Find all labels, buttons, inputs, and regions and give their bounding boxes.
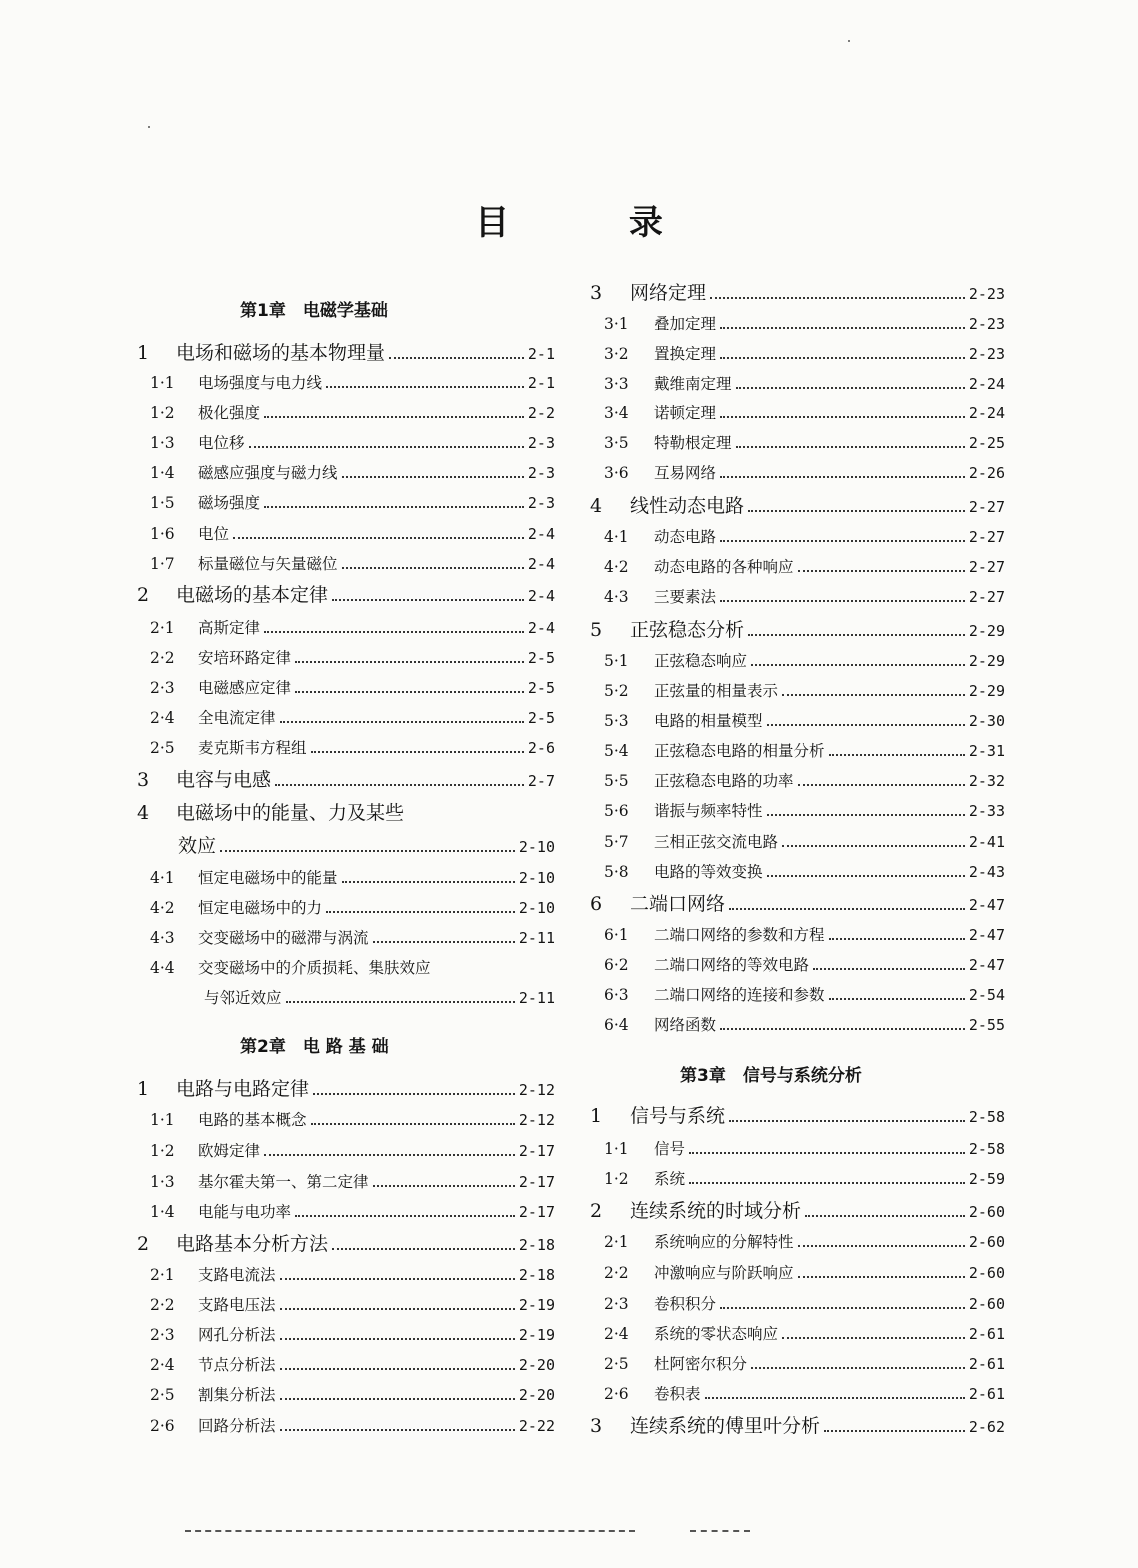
- toc-entry-title: 节点分析法: [198, 1356, 276, 1374]
- toc-page-number: 2-61: [968, 1385, 1005, 1403]
- toc-entry-title: 支路电流法: [198, 1266, 276, 1284]
- toc-entry-number: 1·1: [604, 1140, 629, 1158]
- toc-entry-title: 高斯定律: [198, 619, 261, 637]
- toc-entry-title: 系统响应的分解特性: [654, 1233, 794, 1251]
- toc-entry-number: 3: [137, 769, 150, 791]
- toc-entry-title: 交变磁场中的磁滞与涡流: [198, 929, 369, 947]
- toc-entry-number: 6·1: [604, 926, 629, 944]
- toc-entry-title: 全电流定律: [198, 709, 276, 727]
- toc-entry-number: 5·8: [604, 863, 629, 881]
- toc-entry-title: 基尔霍夫第一、第二定律: [198, 1173, 369, 1191]
- toc-entry-title: 互易网络: [654, 464, 717, 482]
- dot-leader: [689, 1182, 965, 1184]
- toc-subsection-entry: [604, 585, 1005, 607]
- dot-leader: [767, 724, 965, 726]
- toc-entry-number: 5·6: [604, 802, 629, 820]
- toc-subsection-entry: [604, 953, 1005, 975]
- toc-page-number: 2-6: [527, 739, 555, 757]
- toc-entry-number: 3·5: [604, 434, 629, 452]
- toc-entry-number: 1·7: [150, 555, 175, 573]
- toc-page-number: 2-18: [518, 1266, 555, 1284]
- toc-entry-number: 3: [590, 1415, 603, 1437]
- toc-page-number: 2-29: [968, 622, 1005, 640]
- toc-page-number: 2-4: [527, 525, 555, 543]
- toc-entry-title: 三相正弦交流电路: [654, 833, 779, 851]
- toc-entry-title: 电位: [198, 525, 230, 543]
- toc-entry-title: 系统: [654, 1170, 686, 1188]
- toc-entry-title: 网络函数: [654, 1016, 717, 1034]
- toc-page-number: 2-27: [968, 528, 1005, 546]
- toc-page-number: 2-20: [518, 1386, 555, 1404]
- toc-entry-title: 二端口网络的等效电路: [654, 956, 810, 974]
- toc-entry-number: 4·3: [604, 588, 629, 606]
- dot-leader: [736, 387, 965, 389]
- toc-page-number: 2-4: [527, 555, 555, 573]
- toc-entry-title: 信号与系统: [630, 1105, 726, 1127]
- toc-entry-title: 杜阿密尔积分: [654, 1355, 748, 1373]
- toc-entry-title: 卷积积分: [654, 1295, 717, 1313]
- dot-leader: [751, 1367, 965, 1369]
- toc-entry-number: 2·3: [150, 1326, 175, 1344]
- toc-entry-title: 二端口网络的参数和方程: [654, 926, 825, 944]
- toc-entry-title: 标量磁位与矢量磁位: [198, 555, 338, 573]
- dot-leader: [798, 570, 965, 572]
- toc-entry-number: 2·5: [604, 1355, 629, 1373]
- toc-page-number: 2-27: [968, 588, 1005, 606]
- dot-leader: [689, 1152, 965, 1154]
- toc-entry-number: 2·4: [604, 1325, 629, 1343]
- dot-leader: [720, 357, 965, 359]
- toc-page-number: 2-61: [968, 1325, 1005, 1343]
- toc-entry-number: 1·1: [150, 374, 175, 392]
- toc-entry-number: 2·4: [150, 709, 175, 727]
- toc-page-number: 2-22: [518, 1417, 555, 1435]
- toc-page-number: 2-54: [968, 986, 1005, 1004]
- toc-entry-number: 1·2: [604, 1170, 629, 1188]
- toc-entry-title: 与邻近效应: [204, 989, 282, 1007]
- toc-entry-title: 电路与电路定律: [176, 1078, 310, 1100]
- toc-subsection-entry: [604, 1230, 1005, 1252]
- toc-entry-number: 1·6: [150, 525, 175, 543]
- toc-entry-title: 电场强度与电力线: [198, 374, 323, 392]
- toc-entry-title: 叠加定理: [654, 315, 717, 333]
- toc-subsection-entry: [604, 1382, 1005, 1404]
- toc-page-number: 2-30: [968, 712, 1005, 730]
- toc-page-number: 2-10: [518, 899, 555, 917]
- toc-entry-number: 2·5: [150, 1386, 175, 1404]
- toc-entry-title: 电磁场中的能量、力及某些: [176, 802, 405, 824]
- dot-leader: [829, 998, 965, 1000]
- toc-entry-number: 1: [137, 342, 150, 364]
- toc-entry-number: 4·2: [150, 899, 175, 917]
- toc-subsection-entry: [604, 1322, 1005, 1344]
- toc-page-number: 2-20: [518, 1356, 555, 1374]
- toc-subsection-entry: [604, 769, 1005, 791]
- toc-entry-title: 磁感应强度与磁力线: [198, 464, 338, 482]
- toc-entry-number: 4: [590, 495, 603, 517]
- toc-section-entry: [590, 1196, 1005, 1223]
- toc-entry-number: 5·2: [604, 682, 629, 700]
- toc-page-number: 2-47: [968, 926, 1005, 944]
- toc-page-number: 2-18: [518, 1236, 555, 1254]
- toc-subsection-entry: [604, 649, 1005, 671]
- dot-leader: [710, 297, 965, 299]
- toc-section-entry: [590, 1101, 1005, 1128]
- toc-entry-title: 正弦稳态分析: [630, 619, 745, 641]
- dot-leader: [748, 634, 965, 636]
- toc-entry-title: 支路电压法: [198, 1296, 276, 1314]
- toc-page-number: 2-55: [968, 1016, 1005, 1034]
- toc-entry-title: 动态电路的各种响应: [654, 558, 794, 576]
- dot-leader: [782, 1337, 965, 1339]
- toc-entry-number: 6·4: [604, 1016, 629, 1034]
- toc-subsection-entry: [604, 739, 1005, 761]
- toc-section-entry: [590, 889, 1005, 916]
- toc-page-number: 2-5: [527, 679, 555, 697]
- toc-entry-title: 电磁感应定律: [198, 679, 292, 697]
- toc-entry-title: 割集分析法: [198, 1386, 276, 1404]
- toc-entry-title: 安培环路定律: [198, 649, 292, 667]
- toc-subsection-entry: [604, 830, 1005, 852]
- toc-entry-number: 5·5: [604, 772, 629, 790]
- toc-entry-number: 1·3: [150, 434, 175, 452]
- toc-entry-title: 系统的零状态响应: [654, 1325, 779, 1343]
- dot-leader: [767, 875, 965, 877]
- dot-leader: [748, 510, 965, 512]
- dot-leader: [751, 664, 965, 666]
- toc-entry-title: 电路的基本概念: [198, 1111, 307, 1129]
- page-title: 目 录: [475, 203, 717, 243]
- dot-leader: [829, 754, 965, 756]
- toc-entry-title: 冲激响应与阶跃响应: [654, 1264, 794, 1282]
- toc-entry-number: 4·4: [150, 959, 175, 977]
- toc-entry-title: 磁场强度: [198, 494, 261, 512]
- toc-entry-number: 1: [137, 1078, 150, 1100]
- toc-subsection-entry: [604, 679, 1005, 701]
- toc-entry-number: 2: [137, 1233, 150, 1255]
- toc-subsection-entry: [604, 525, 1005, 547]
- toc-page-number: 2-24: [968, 375, 1005, 393]
- toc-subsection-entry: [604, 1167, 1005, 1189]
- toc-entry-number: 1·4: [150, 1203, 175, 1221]
- toc-page-number: 2-58: [968, 1108, 1005, 1126]
- toc-entry-number: 4·1: [150, 869, 175, 887]
- toc-page-number: 2-24: [968, 404, 1005, 422]
- toc-subsection-entry: [604, 401, 1005, 423]
- toc-entry-number: 3: [590, 282, 603, 304]
- toc-entry-title: 电位移: [198, 434, 245, 452]
- toc-entry-title: 三要素法: [654, 588, 717, 606]
- toc-entry-number: 2·1: [150, 1266, 175, 1284]
- toc-entry-title: 电路的相量模型: [654, 712, 763, 730]
- dot-leader: [720, 327, 965, 329]
- toc-page-number: 2-27: [968, 558, 1005, 576]
- toc-page-number: 2-41: [968, 833, 1005, 851]
- toc-subsection-entry: [604, 461, 1005, 483]
- dot-leader: [720, 416, 965, 418]
- toc-page-number: 2-60: [968, 1203, 1005, 1221]
- dot-leader: [798, 1276, 965, 1278]
- toc-page-number: 2-4: [527, 619, 555, 637]
- toc-page-number: 2-5: [527, 709, 555, 727]
- toc-subsection-entry: [604, 312, 1005, 334]
- toc-entry-number: 5: [590, 619, 603, 641]
- toc-page-number: 2-19: [518, 1326, 555, 1344]
- toc-page-number: 2-25: [968, 434, 1005, 452]
- toc-entry-title: 动态电路: [654, 528, 717, 546]
- toc-page-number: 2-23: [968, 345, 1005, 363]
- toc-page-number: 2-10: [518, 869, 555, 887]
- scan-artifact-line: [185, 1530, 635, 1532]
- dot-leader: [805, 1215, 965, 1217]
- toc-page-number: 2-1: [527, 345, 555, 363]
- toc-subsection-entry: [604, 709, 1005, 731]
- toc-page-number: 2-47: [968, 956, 1005, 974]
- toc-entry-title: 正弦稳态电路的功率: [654, 772, 794, 790]
- chapter-heading: 第2章 电 路 基 础: [240, 1037, 389, 1057]
- toc-entry-title: 欧姆定律: [198, 1142, 261, 1160]
- toc-page-number: 2-17: [518, 1142, 555, 1160]
- toc-entry-number: 1·4: [150, 464, 175, 482]
- toc-entry-number: 3·6: [604, 464, 629, 482]
- toc-page-number: 2-2: [527, 404, 555, 422]
- toc-entry-title: 网孔分析法: [198, 1326, 276, 1344]
- scan-speck: [148, 126, 150, 128]
- toc-entry-title: 电路基本分析方法: [176, 1233, 329, 1255]
- toc-page-number: 2-10: [518, 838, 555, 856]
- toc-page-number: 2-33: [968, 802, 1005, 820]
- toc-entry-title: 连续系统的时域分析: [630, 1200, 802, 1222]
- toc-entry-number: 6·3: [604, 986, 629, 1004]
- toc-page-number: 2-11: [518, 989, 555, 1007]
- toc-entry-number: 3·3: [604, 375, 629, 393]
- toc-entry-number: 2·5: [150, 739, 175, 757]
- toc-entry-title: 特勒根定理: [654, 434, 732, 452]
- dot-leader: [720, 476, 965, 478]
- toc-entry-number: 5·1: [604, 652, 629, 670]
- dot-leader: [705, 1397, 965, 1399]
- toc-entry-number: 1·5: [150, 494, 175, 512]
- toc-section-entry: [590, 491, 1005, 518]
- toc-entry-number: 5·3: [604, 712, 629, 730]
- dot-leader: [720, 1028, 965, 1030]
- toc-page-number: 2-7: [527, 772, 555, 790]
- toc-entry-title: 卷积表: [654, 1385, 701, 1403]
- toc-entry-title: 戴维南定理: [654, 375, 732, 393]
- toc-page-number: 2-43: [968, 863, 1005, 881]
- toc-page-number: 2-19: [518, 1296, 555, 1314]
- toc-entry-title: 正弦量的相量表示: [654, 682, 779, 700]
- dot-leader: [798, 784, 965, 786]
- toc-entry-number: 1·3: [150, 1173, 175, 1191]
- toc-subsection-entry: [604, 983, 1005, 1005]
- toc-entry-number: 1: [590, 1105, 603, 1127]
- toc-page-number: 2-60: [968, 1295, 1005, 1313]
- dot-leader: [736, 446, 965, 448]
- toc-entry-number: 2·1: [150, 619, 175, 637]
- toc-subsection-entry: [604, 1137, 1005, 1159]
- toc-page-number: 2-26: [968, 464, 1005, 482]
- dot-leader: [813, 968, 965, 970]
- toc-subsection-entry: [604, 1261, 1005, 1283]
- toc-entry-number: 5·7: [604, 833, 629, 851]
- toc-entry-title: 电场和磁场的基本物理量: [176, 342, 386, 364]
- toc-entry-title: 回路分析法: [198, 1417, 276, 1435]
- scan-artifact-line: [690, 1530, 750, 1532]
- toc-page-number: 2-32: [968, 772, 1005, 790]
- toc-section-entry: [590, 1411, 1005, 1438]
- toc-entry-title: 二端口网络: [630, 893, 726, 915]
- toc-page-number: 2-29: [968, 682, 1005, 700]
- toc-subsection-entry: [604, 1352, 1005, 1374]
- toc-entry-title: 信号: [654, 1140, 686, 1158]
- toc-entry-title: 置换定理: [654, 345, 717, 363]
- toc-entry-number: 6: [590, 893, 603, 915]
- toc-entry-number: 2·1: [604, 1233, 629, 1251]
- toc-page-number: 2-60: [968, 1264, 1005, 1282]
- toc-entry-number: 3·1: [604, 315, 629, 333]
- dot-leader: [729, 908, 965, 910]
- toc-subsection-entry: [604, 799, 1005, 821]
- toc-page-number: 2-31: [968, 742, 1005, 760]
- toc-page-number: 2-17: [518, 1203, 555, 1221]
- toc-subsection-entry: [604, 1292, 1005, 1314]
- toc-section-entry: [590, 278, 1005, 305]
- toc-page-number: 2-17: [518, 1173, 555, 1191]
- dot-leader: [720, 1307, 965, 1309]
- toc-entry-title: 电能与电功率: [198, 1203, 292, 1221]
- toc-page-number: 2-5: [527, 649, 555, 667]
- toc-subsection-entry: [604, 860, 1005, 882]
- toc-entry-title: 二端口网络的连接和参数: [654, 986, 825, 1004]
- toc-entry-title: 电路的等效变换: [654, 863, 763, 881]
- toc-entry-number: 2·2: [604, 1264, 629, 1282]
- toc-entry-title: 电容与电感: [176, 769, 272, 791]
- toc-entry-number: 2·6: [604, 1385, 629, 1403]
- toc-section-entry: [590, 615, 1005, 642]
- toc-page-number: 2-3: [527, 434, 555, 452]
- toc-entry-number: 2·2: [150, 649, 175, 667]
- toc-subsection-entry: [604, 342, 1005, 364]
- dot-leader: [720, 540, 965, 542]
- toc-page-number: 2-27: [968, 498, 1005, 516]
- toc-page-number: 2-29: [968, 652, 1005, 670]
- toc-entry-title: 恒定电磁场中的能量: [198, 869, 338, 887]
- dot-leader: [798, 1245, 965, 1247]
- toc-entry-title: 麦克斯韦方程组: [198, 739, 307, 757]
- toc-page-number: 2-61: [968, 1355, 1005, 1373]
- toc-entry-number: 2: [137, 584, 150, 606]
- toc-entry-title: 网络定理: [630, 282, 707, 304]
- toc-page-number: 2-60: [968, 1233, 1005, 1251]
- toc-entry-number: 3·4: [604, 404, 629, 422]
- toc-entry-title: 恒定电磁场中的力: [198, 899, 323, 917]
- toc-subsection-entry: [604, 1013, 1005, 1035]
- toc-entry-title: 效应: [178, 835, 217, 857]
- toc-subsection-entry: [604, 923, 1005, 945]
- toc-entry-number: 1·2: [150, 404, 175, 422]
- toc-subsection-entry: [604, 372, 1005, 394]
- toc-page-number: 2-12: [518, 1081, 555, 1099]
- toc-entry-number: 2·2: [150, 1296, 175, 1314]
- toc-entry-number: 2·3: [604, 1295, 629, 1313]
- toc-page-number: 2-4: [527, 587, 555, 605]
- toc-page-number: 2-47: [968, 896, 1005, 914]
- toc-entry-number: 5·4: [604, 742, 629, 760]
- dot-leader: [720, 600, 965, 602]
- toc-entry-title: 极化强度: [198, 404, 261, 422]
- toc-entry-number: 1·1: [150, 1111, 175, 1129]
- toc-entry-number: 2·6: [150, 1417, 175, 1435]
- toc-entry-number: 4·3: [150, 929, 175, 947]
- toc-page-number: 2-12: [518, 1111, 555, 1129]
- dot-leader: [782, 694, 965, 696]
- toc-entry-number: 4·1: [604, 528, 629, 546]
- toc-entry-title: 交变磁场中的介质损耗、集肤效应: [198, 959, 431, 977]
- toc-entry-number: 2: [590, 1200, 603, 1222]
- dot-leader: [829, 938, 965, 940]
- toc-entry-number: 2·4: [150, 1356, 175, 1374]
- dot-leader: [782, 845, 965, 847]
- toc-entry-number: 3·2: [604, 345, 629, 363]
- toc-entry-title: 连续系统的傅里叶分析: [630, 1415, 821, 1437]
- toc-page-number: 2-62: [968, 1418, 1005, 1436]
- toc-page-number: 2-23: [968, 285, 1005, 303]
- toc-page-number: 2-11: [518, 929, 555, 947]
- toc-entry-title: 诺顿定理: [654, 404, 717, 422]
- toc-page-number: 2-3: [527, 464, 555, 482]
- dot-leader: [767, 814, 965, 816]
- toc-entry-title: 线性动态电路: [630, 495, 745, 517]
- toc-entry-title: 谐振与频率特性: [654, 802, 763, 820]
- dot-leader: [824, 1430, 965, 1432]
- scan-speck: [848, 40, 850, 42]
- toc-entry-title: 正弦稳态响应: [654, 652, 748, 670]
- toc-entry-number: 1·2: [150, 1142, 175, 1160]
- toc-entry-title: 电磁场的基本定律: [176, 584, 329, 606]
- toc-page-number: 2-58: [968, 1140, 1005, 1158]
- toc-entry-title: 正弦稳态电路的相量分析: [654, 742, 825, 760]
- toc-page-number: 2-3: [527, 494, 555, 512]
- toc-entry-number: 4: [137, 802, 150, 824]
- toc-subsection-entry: [604, 431, 1005, 453]
- toc-page-number: 2-1: [527, 374, 555, 392]
- chapter-heading: 第1章 电磁学基础: [240, 301, 388, 321]
- dot-leader: [729, 1120, 965, 1122]
- toc-entry-number: 6·2: [604, 956, 629, 974]
- chapter-heading: 第3章 信号与系统分析: [680, 1066, 862, 1086]
- toc-page-number: 2-23: [968, 315, 1005, 333]
- toc-subsection-entry: [604, 555, 1005, 577]
- toc-entry-number: 2·3: [150, 679, 175, 697]
- toc-page-number: 2-59: [968, 1170, 1005, 1188]
- toc-entry-number: 4·2: [604, 558, 629, 576]
